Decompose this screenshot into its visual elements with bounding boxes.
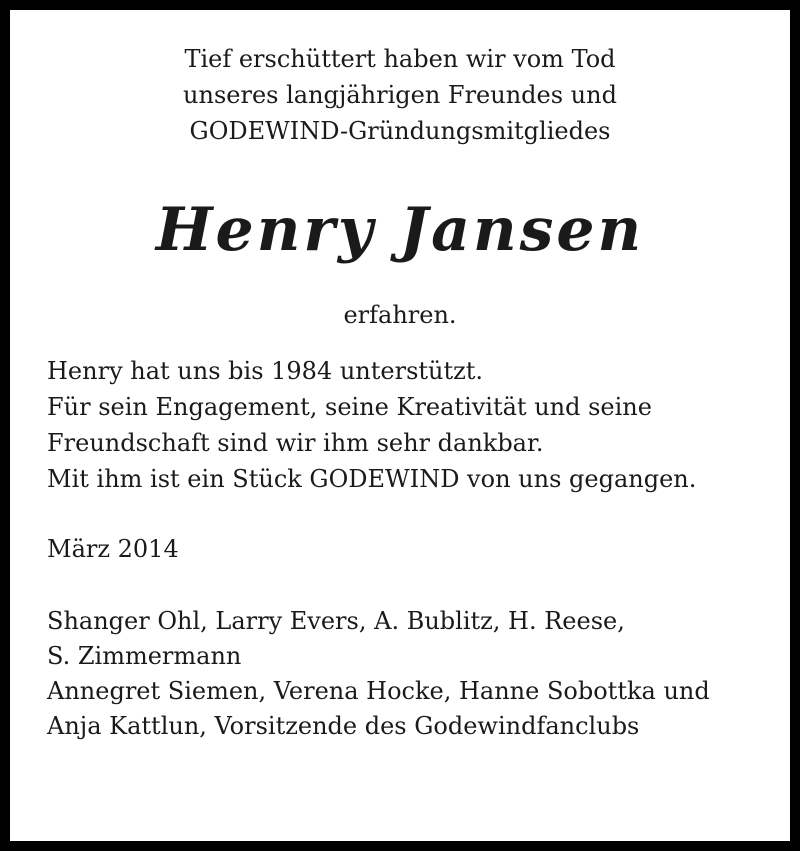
date: März 2014 [47, 535, 179, 563]
body-line: Henry hat uns bis 1984 unterstützt. [47, 357, 484, 385]
deceased-name: Henry Jansen [155, 195, 645, 265]
intro-line: Tief erschüttert haben wir vom Tod [184, 45, 616, 73]
body-line: Mit ihm ist ein Stück GODEWIND von uns gegangen. [47, 465, 697, 493]
body-line: Freundschaft sind wir ihm sehr dankbar. [47, 429, 544, 457]
signature-line: Annegret Siemen, Verena Hocke, Hanne Sobottka und [47, 677, 710, 705]
signature-line: S. Zimmermann [47, 642, 242, 670]
signature-line: Anja Kattlun, Vorsitzende des Godewindfanclubs [47, 712, 640, 740]
intro-line: unseres langjährigen Freundes und [183, 81, 617, 109]
after-name-text: erfahren. [343, 301, 457, 329]
body-line: Für sein Engagement, seine Kreativität und seine [47, 393, 652, 421]
intro-line: GODEWIND-Gründungsmitgliedes [189, 117, 611, 145]
signature-line: Shanger Ohl, Larry Evers, A. Bublitz, H. Reese, [47, 607, 625, 635]
